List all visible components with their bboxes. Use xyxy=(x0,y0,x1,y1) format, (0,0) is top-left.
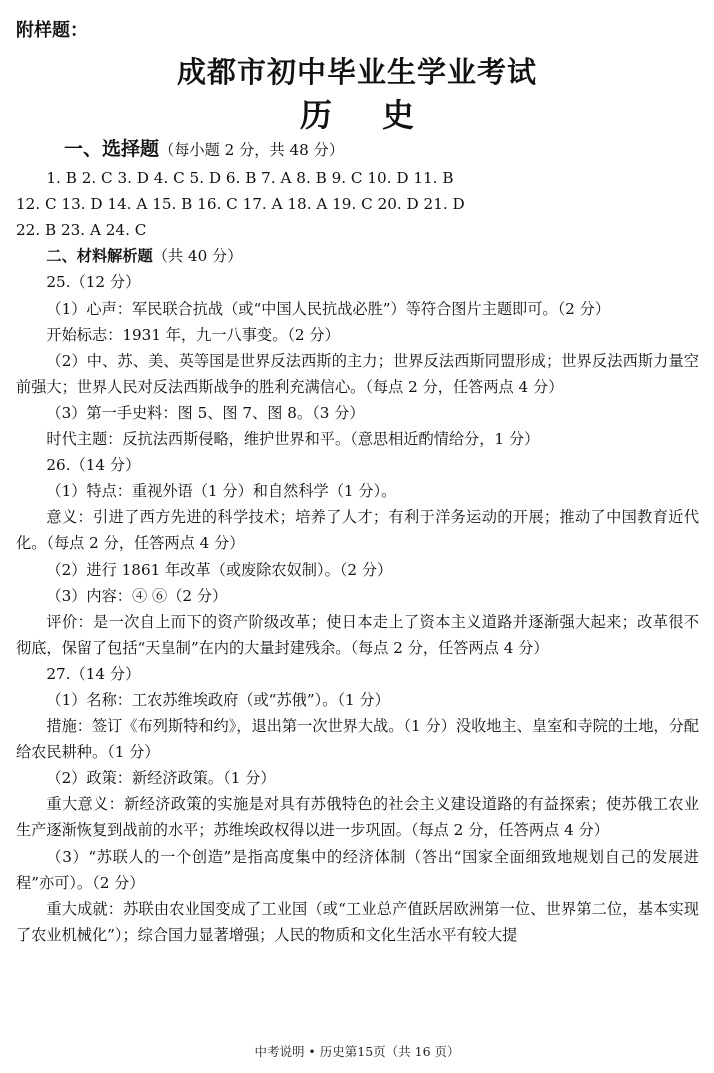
answer-paragraph: （3）内容：④ ⑥（2 分） xyxy=(46,586,228,605)
answer-paragraph: （1）心声：军民联合抗战（或“中国人民抗战必胜”）等符合图片主题即可。（2 分） xyxy=(46,299,611,318)
sample-label: 附样题： xyxy=(16,20,88,41)
answer-key xyxy=(16,165,699,243)
document-body xyxy=(16,136,699,948)
section-material-note: （共 40 分） xyxy=(152,247,243,266)
answer-paragraph: 意义：引进了西方先进的科学技术；培养了人才；有利于洋务运动的开展；推动了中国教育近代化。（每点 2 分，任答两点 4 分） xyxy=(16,508,699,553)
section-material-heading: 二、材料解析题 xyxy=(46,247,153,266)
answer-paragraph: 重大成就：苏联由农业国变成了工业国（或“工业总产值跃居欧洲第一位、世界第二位，基本实现了农业机械化”）；综合国力显著增强；人民的物质和文化生活水平有较大提 xyxy=(16,899,699,944)
section-choice xyxy=(16,136,699,163)
answer-paragraph: 时代主题：反抗法西斯侵略，维护世界和平。（意思相近酌情给分，1 分） xyxy=(46,430,540,449)
answer-paragraph: 26.（14 分） xyxy=(46,456,141,475)
answer-paragraph: 重大意义：新经济政策的实施是对具有苏俄特色的社会主义建设道路的有益探索；使苏俄工农业生产逐渐恢复到战前的水平；苏维埃政权得以进一步巩固。（每点 2 分，任答两点 4 分） xyxy=(16,795,699,840)
answer-paragraph: 开始标志：1931 年，九一八事变。（2 分） xyxy=(46,325,340,344)
answer-line: 1. B 2. C 3. D 4. C 5. D 6. B 7. A 8. B 9. C 10. D 11. B xyxy=(46,169,454,188)
answer-paragraph: 措施：签订《布列斯特和约》，退出第一次世界大战。（1 分）没收地主、皇室和寺院的土地，分配给农民耕种。（1 分） xyxy=(16,717,699,762)
answer-line: 12. C 13. D 14. A 15. B 16. C 17. A 18. A 19. C 20. D 21. D xyxy=(16,195,465,214)
section-choice-heading: 一、选择题 xyxy=(64,138,160,160)
answer-paragraph: （1）名称：工农苏维埃政府（或“苏俄”）。（1 分） xyxy=(46,690,390,709)
page-footer: 中考说明 • 历史第15页（共 16 页） xyxy=(254,1044,460,1059)
answer-paragraph: （2）进行 1861 年改革（或废除农奴制）。（2 分） xyxy=(46,560,393,579)
answer-paragraph: （3）“苏联人的一个创造”是指高度集中的经济体制（答出“国家全面细致地规划自己的发展进程”亦可）。（2 分） xyxy=(16,847,699,892)
answer-paragraph: （3）第一手史料：图 5、图 7、图 8。（3 分） xyxy=(46,403,365,422)
section-choice-note: （每小题 2 分，共 48 分） xyxy=(159,141,345,159)
answer-paragraph: （1）特点：重视外语（1 分）和自然科学（1 分）。 xyxy=(46,482,397,501)
exam-title: 成都市初中毕业生学业考试 xyxy=(176,55,537,89)
section-material xyxy=(16,243,699,269)
answer-paragraph: 评价：是一次自上而下的资产阶级改革；使日本走上了资本主义道路并逐渐强大起来；改革很不彻底，保留了包括“天皇制”在内的大量封建残余。（每点 2 分，任答两点 4 分） xyxy=(16,612,699,657)
answer-paragraph: 27.（14 分） xyxy=(46,664,141,683)
answer-paragraph: （2）政策：新经济政策。（1 分） xyxy=(46,769,276,788)
answer-paragraph: （2）中、苏、美、英等国是世界反法西斯的主力；世界反法西斯同盟形成；世界反法西斯力量空前强大；世界人民对反法西斯战争的胜利充满信心。（每点 2 分，任答两点 4 分） xyxy=(16,351,699,396)
subject-title: 历史 xyxy=(299,96,464,134)
answer-paragraph: 25.（12 分） xyxy=(46,273,141,292)
answer-paragraphs xyxy=(16,269,699,947)
answer-line: 22. B 23. A 24. C xyxy=(16,221,147,240)
